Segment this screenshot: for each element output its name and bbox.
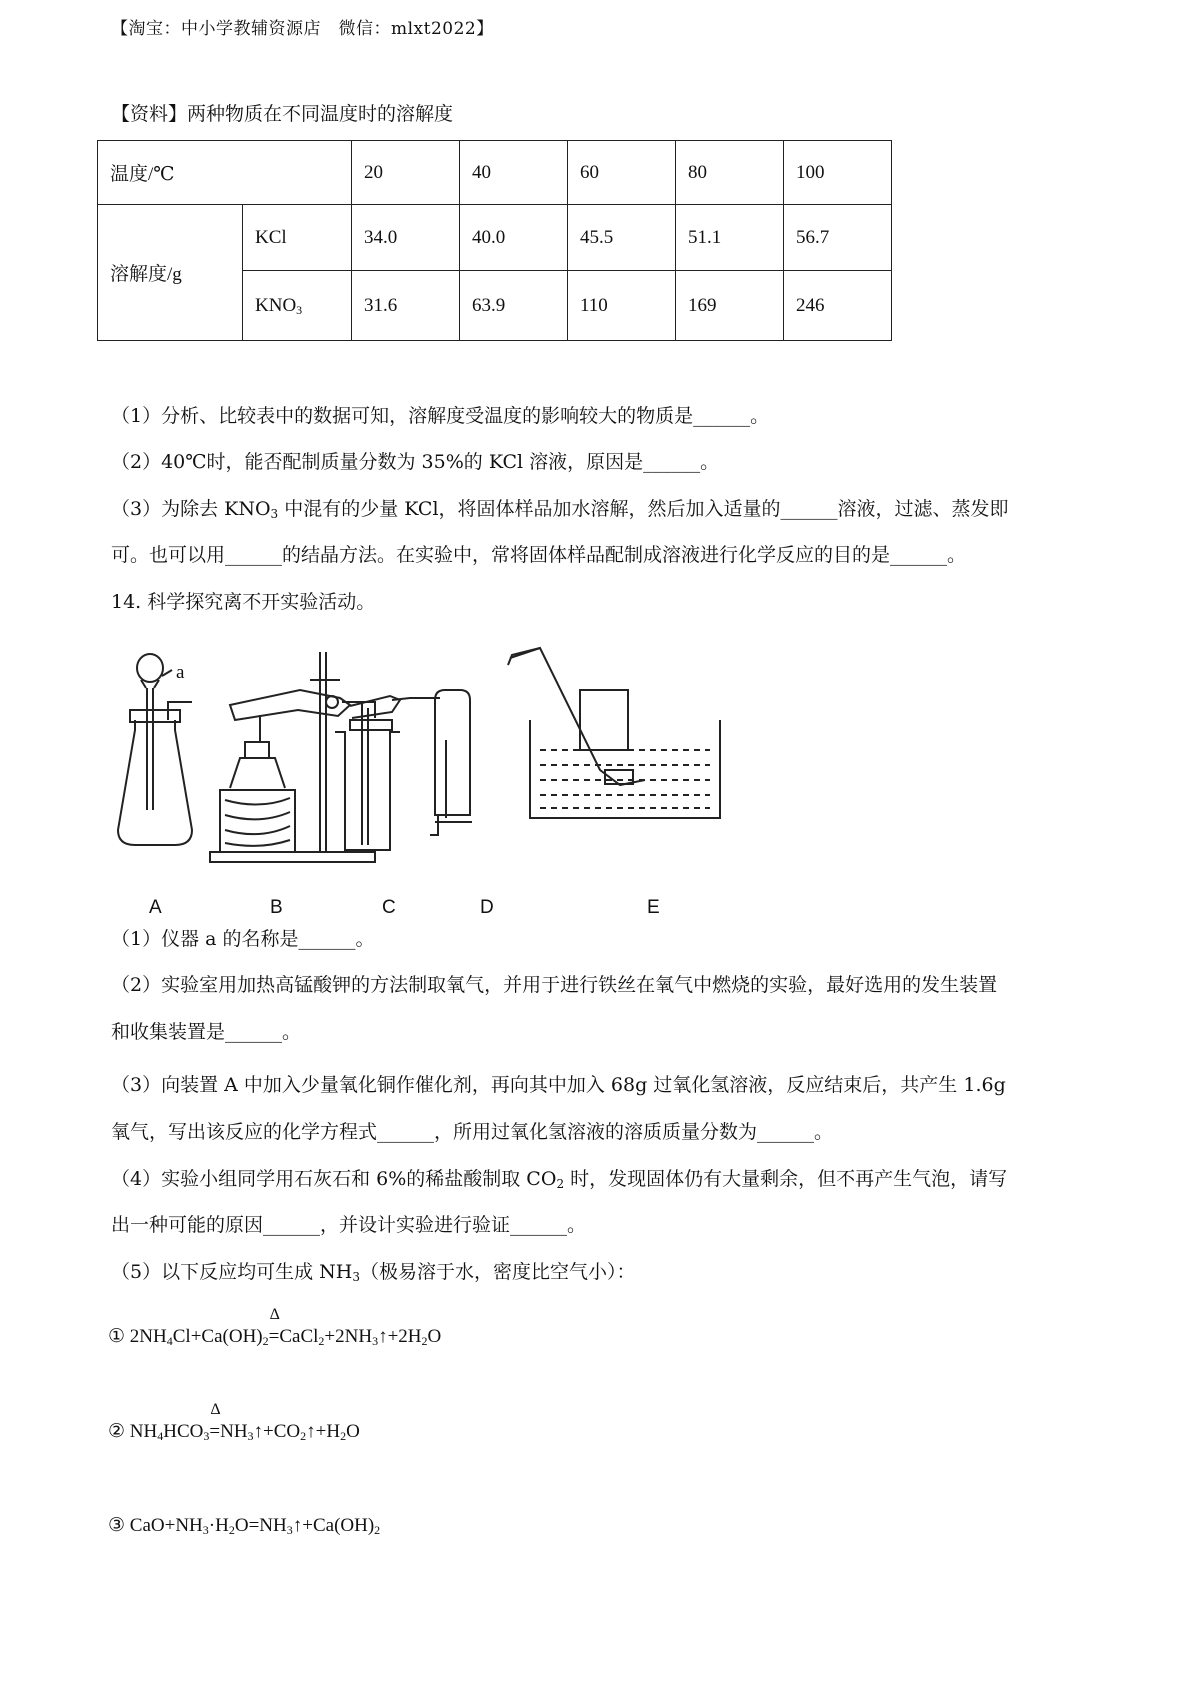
q13-part3-line2: 可。也可以用______的结晶方法。在实验中，常将固体样品配制成溶液进行化学反应的目的是______。 bbox=[111, 544, 967, 566]
kno3-subscript: 3 bbox=[296, 302, 303, 317]
equation-3: ③ $CaO+NH_3\cdot H_2O=NH_3↑+Ca(OH)_2$ bbox=[108, 1515, 381, 1537]
q13-part3-text: （3）为除去 KNO bbox=[111, 498, 271, 520]
apparatus-b bbox=[210, 652, 440, 862]
temp-label-cell: 温度/℃ bbox=[98, 141, 352, 205]
apparatus-c bbox=[335, 702, 400, 850]
q14-title: 14. 科学探究离不开实验活动。 bbox=[111, 591, 376, 613]
apparatus-figure bbox=[100, 640, 860, 910]
q13-part2: （2）40℃时，能否配制质量分数为 35%的 KCl 溶液，原因是______。 bbox=[111, 451, 720, 473]
temp-cell: 20 bbox=[352, 141, 460, 205]
delta-symbol: Δ bbox=[210, 1401, 221, 1418]
q13-part1: （1）分析、比较表中的数据可知，溶解度受温度的影响较大的物质是______。 bbox=[111, 405, 770, 427]
table-row-kcl bbox=[98, 205, 892, 271]
subscript: 2 bbox=[556, 1177, 565, 1191]
q14-part1: （1）仪器 a 的名称是______。 bbox=[111, 928, 375, 950]
equation-number: ② bbox=[108, 1421, 126, 1442]
kno3-value-cell: 110 bbox=[568, 271, 676, 341]
temp-cell: 60 bbox=[568, 141, 676, 205]
material-title: 【资料】两种物质在不同温度时的溶解度 bbox=[111, 103, 454, 125]
equation-number: ① bbox=[108, 1326, 126, 1347]
kno3-value-cell: 246 bbox=[784, 271, 892, 341]
kcl-value-cell: 51.1 bbox=[676, 205, 784, 271]
heat-equals-sign: Δ = bbox=[268, 1306, 280, 1347]
label-instrument-a: a bbox=[176, 662, 185, 683]
kno3-value-cell: 169 bbox=[676, 271, 784, 341]
subscript: 3 bbox=[352, 1270, 360, 1284]
kcl-value-cell: 34.0 bbox=[352, 205, 460, 271]
kcl-label-cell: KCl bbox=[243, 205, 352, 271]
kcl-value-cell: 40.0 bbox=[460, 205, 568, 271]
q14-part4-text: （4）实验小组同学用石灰石和 6%的稀盐酸制取 CO bbox=[111, 1168, 557, 1190]
kno3-label-cell bbox=[243, 271, 352, 341]
temp-cell: 100 bbox=[784, 141, 892, 205]
solubility-table bbox=[97, 140, 892, 341]
label-a-apparatus: A bbox=[149, 897, 162, 918]
q13-part3-line1 bbox=[111, 495, 1009, 523]
kcl-value-cell: 56.7 bbox=[784, 205, 892, 271]
q14-part4-line2: 出一种可能的原因______，并设计实验进行验证______。 bbox=[111, 1214, 587, 1236]
q14-part5 bbox=[111, 1258, 635, 1286]
table-row-temperature bbox=[98, 141, 892, 205]
q14-part3-line1: （3）向装置 A 中加入少量氧化铜作催化剂，再向其中加入 68g 过氧化氢溶液，反应结束后，共产生 1.6g bbox=[111, 1074, 1006, 1096]
label-b-apparatus: B bbox=[270, 897, 283, 918]
q14-part4-line1 bbox=[111, 1165, 1007, 1193]
label-d-apparatus: D bbox=[480, 897, 494, 918]
kcl-value-cell: 45.5 bbox=[568, 205, 676, 271]
solubility-label-cell: 溶解度/g bbox=[98, 205, 243, 341]
q14-part4-text: 时，发现固体仍有大量剩余，但不再产生气泡，请写 bbox=[564, 1168, 1008, 1190]
equation-1: ① $2NH_4Cl+Ca(OH)_2$ Δ $=CaCl_2+2NH_3↑+2H_2O$ bbox=[108, 1306, 442, 1348]
apparatus-d bbox=[430, 690, 472, 835]
q13-part3-text: 中混有的少量 KCl，将固体样品加水溶解，然后加入适量的______溶液，过滤、蒸发即 bbox=[278, 498, 1009, 520]
kno3-value-cell: 63.9 bbox=[460, 271, 568, 341]
label-e-apparatus: E bbox=[647, 897, 660, 918]
temp-cell: 80 bbox=[676, 141, 784, 205]
watermark-header: 【淘宝：中小学教辅资源店 微信：mlxt2022】 bbox=[111, 19, 494, 39]
equation-number: ③ bbox=[108, 1515, 126, 1536]
q14-part3-line2: 氧气，写出该反应的化学方程式______，所用过氧化氢溶液的溶质质量分数为______。 bbox=[111, 1121, 834, 1143]
label-c-apparatus: C bbox=[382, 897, 396, 918]
equation-2: ② $NH_4HCO_3$ Δ $=NH_3↑+CO_2↑+H_2O$ bbox=[108, 1401, 360, 1443]
kno3-value-cell: 31.6 bbox=[352, 271, 460, 341]
subscript: 3 bbox=[270, 507, 279, 521]
q14-part5-text: （极易溶于水，密度比空气小）： bbox=[359, 1261, 636, 1283]
kno3-formula: KNO bbox=[255, 294, 297, 316]
q14-part5-text: （5）以下反应均可生成 NH bbox=[111, 1261, 353, 1283]
q14-part2-line1: （2）实验室用加热高锰酸钾的方法制取氧气，并用于进行铁丝在氧气中燃烧的实验，最好选用的发生装置 bbox=[111, 974, 998, 996]
heat-equals-sign: Δ = bbox=[209, 1401, 221, 1442]
q14-part2-line2: 和收集装置是______。 bbox=[111, 1021, 302, 1043]
temp-cell: 40 bbox=[460, 141, 568, 205]
delta-symbol: Δ bbox=[269, 1306, 280, 1323]
apparatus-e bbox=[508, 648, 720, 818]
